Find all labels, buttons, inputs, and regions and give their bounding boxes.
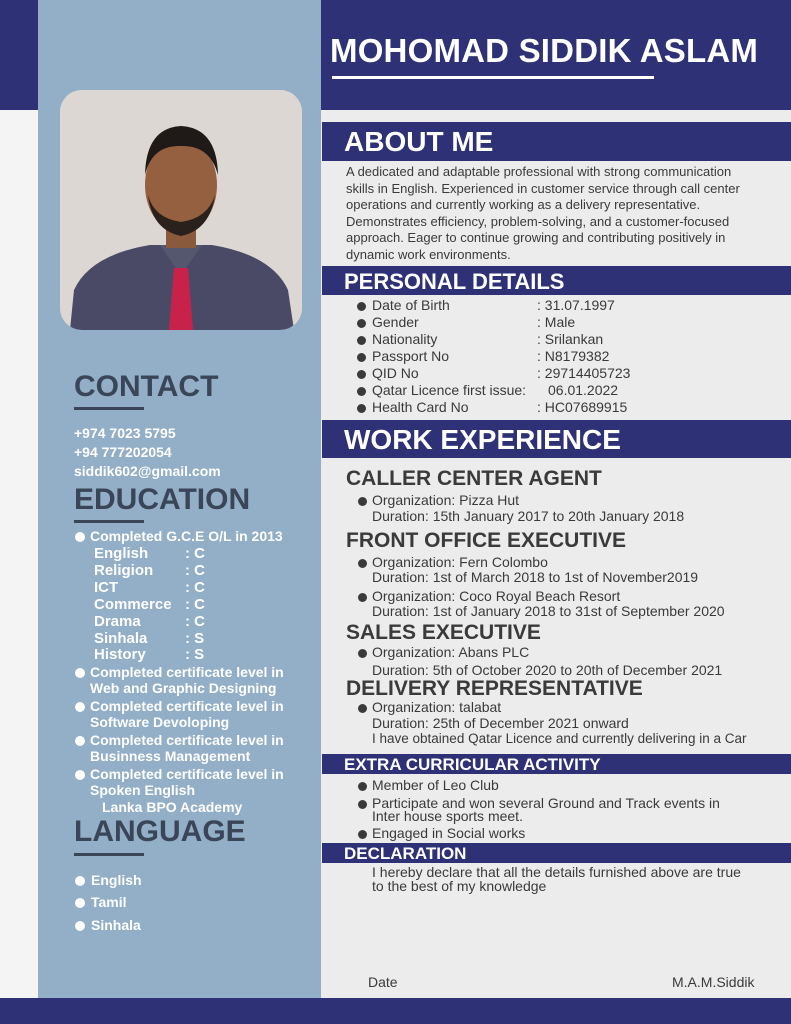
bullet-icon [358, 830, 367, 839]
candidate-name: MOHOMAD SIDDIK ASLAM [330, 32, 759, 69]
about-line: dynamic work environments. [346, 246, 511, 262]
cert-line: Businness Management [90, 748, 251, 764]
academy-name: Lanka BPO Academy [102, 799, 243, 815]
phone-2: +94 777202054 [74, 444, 172, 460]
bullet-icon [357, 336, 366, 345]
job-title: FRONT OFFICE EXECUTIVE [346, 529, 627, 552]
detail-value: : 29714405723 [537, 365, 631, 381]
detail-value: : Male [537, 314, 576, 330]
bullet-icon [358, 497, 367, 506]
bullet-icon [358, 704, 367, 713]
extra-item: Engaged in Social works [372, 825, 526, 841]
side-strip [0, 110, 38, 1000]
bullet-icon [75, 770, 85, 780]
job-duration: Duration: 25th of December 2021 onward [372, 715, 629, 731]
extra-header-bar [322, 754, 791, 774]
detail-value: : N8179382 [537, 348, 610, 364]
work-header-bar [322, 420, 791, 458]
contact-underline [74, 407, 144, 410]
bullet-icon [358, 559, 367, 568]
subject-grade: : C [185, 579, 205, 596]
ol-title: Completed G.C.E O/L in 2013 [90, 528, 283, 544]
language-item: Sinhala [91, 917, 141, 933]
job-org: Organization: Coco Royal Beach Resort [372, 588, 621, 604]
detail-label: QID No [372, 365, 419, 381]
declaration-text: I hereby declare that all the details furnished above are true [372, 864, 741, 880]
about-line: approach. Eager to continue growing and contributing positively in [346, 230, 726, 246]
job-duration: Duration: 1st of January 2018 to 31st of September 2020 [372, 603, 725, 619]
subject-grade: : C [185, 613, 205, 630]
work-heading: WORK EXPERIENCE [344, 424, 621, 455]
about-text [346, 164, 778, 264]
bullet-icon [75, 736, 85, 746]
extra-item: Inter house sports meet. [372, 808, 523, 824]
personal-heading: PERSONAL DETAILS [344, 269, 565, 294]
bullet-icon [357, 319, 366, 328]
bullet-icon [75, 921, 85, 931]
detail-value: 06.01.2022 [548, 382, 619, 398]
detail-label: Gender [372, 314, 419, 330]
bullet-icon [75, 532, 85, 542]
language-item: English [91, 872, 142, 888]
detail-value: : HC07689915 [537, 399, 628, 415]
job-title: SALES EXECUTIVE [346, 621, 541, 644]
bullet-icon [357, 387, 366, 396]
date-label: Date [368, 974, 398, 990]
bullet-icon [357, 370, 366, 379]
subject-grade: : C [185, 562, 205, 579]
detail-label: Health Card No [372, 399, 469, 415]
subject-grade: : S [185, 646, 205, 663]
bullet-icon [75, 876, 85, 886]
detail-label: Passport No [372, 348, 450, 364]
cert-line: Software Devoloping [90, 714, 230, 730]
bullet-icon [358, 782, 367, 791]
language-item: Tamil [91, 894, 127, 910]
job-org: Organization: Abans PLC [372, 644, 530, 660]
declaration-text: to the best of my knowledge [372, 878, 547, 894]
bullet-icon [75, 702, 85, 712]
bullet-icon [75, 898, 85, 908]
about-line: Demonstrates efficiency, problem-solving, and a customer-focused [346, 213, 730, 229]
personal-header-bar [322, 266, 791, 295]
about-line: operations and currently working as a delivery representative. [346, 197, 701, 213]
name-underline [332, 76, 654, 79]
cert-line: Completed certificate level in [90, 732, 284, 748]
bullet-icon [358, 800, 367, 809]
job-title: DELIVERY REPRESENTATIVE [346, 677, 643, 700]
cert-line: Completed certificate level in [90, 664, 284, 680]
cert-line: Completed certificate level in [90, 766, 284, 782]
detail-label: Date of Birth [372, 297, 450, 313]
detail-value: : 31.07.1997 [537, 297, 615, 313]
detail-label: Qatar Licence first issue: [372, 382, 527, 398]
about-line: skills in English. Experienced in customer service through call center [346, 180, 740, 196]
subject-grade: : C [185, 545, 205, 562]
subject-name: Religion [94, 562, 154, 579]
footer-band [0, 998, 791, 1024]
job-note: I have obtained Qatar Licence and currently delivering in a Car [372, 731, 747, 746]
bullet-icon [357, 353, 366, 362]
job-org: Organization: Pizza Hut [372, 492, 520, 508]
subject-name: History [94, 646, 146, 663]
education-heading: EDUCATION [74, 483, 251, 516]
subject-name: ICT [94, 579, 119, 596]
subject-grade: : S [185, 630, 205, 647]
job-duration: Duration: 1st of March 2018 to 1st of November2019 [372, 569, 699, 585]
contact-heading: CONTACT [74, 370, 219, 403]
bullet-icon [358, 593, 367, 602]
job-duration: Duration: 15th January 2017 to 20th January 2018 [372, 508, 685, 524]
signature: M.A.M.Siddik [672, 974, 755, 990]
cert-line: Web and Graphic Designing [90, 680, 277, 696]
email: siddik602@gmail.com [74, 463, 221, 479]
about-line: A dedicated and adaptable professional with strong communication [346, 164, 732, 179]
profile-photo [60, 90, 302, 330]
about-heading: ABOUT ME [344, 126, 494, 157]
about-header-bar [322, 122, 791, 161]
declaration-heading: DECLARATION [344, 844, 467, 863]
job-title: CALLER CENTER AGENT [346, 467, 602, 490]
bullet-icon [75, 668, 85, 678]
job-duration: Duration: 5th of October 2020 to 20th of December 2021 [372, 662, 723, 678]
language-underline [74, 853, 144, 856]
detail-value: : Srilankan [537, 331, 604, 347]
education-underline [74, 520, 144, 523]
bullet-icon [358, 649, 367, 658]
cert-line: Completed certificate level in [90, 698, 284, 714]
extra-item: Participate and won several Ground and Track events in [372, 795, 720, 811]
subject-grade: : C [185, 596, 205, 613]
job-org: Organization: Fern Colombo [372, 554, 548, 570]
bullet-icon [357, 404, 366, 413]
bullet-icon [357, 302, 366, 311]
job-org: Organization: talabat [372, 699, 502, 715]
detail-label: Nationality [372, 331, 438, 347]
extra-item: Member of Leo Club [372, 777, 499, 793]
language-heading: LANGUAGE [74, 815, 246, 848]
cert-line: Spoken English [90, 782, 196, 798]
declaration-header-bar [322, 843, 791, 863]
extra-heading: EXTRA CURRICULAR ACTIVITY [344, 755, 601, 774]
subject-name: Commerce [94, 596, 172, 613]
phone-1: +974 7023 5795 [74, 425, 176, 441]
subject-name: Drama [94, 613, 141, 630]
subject-name: Sinhala [94, 630, 148, 647]
subject-name: English [94, 545, 149, 562]
